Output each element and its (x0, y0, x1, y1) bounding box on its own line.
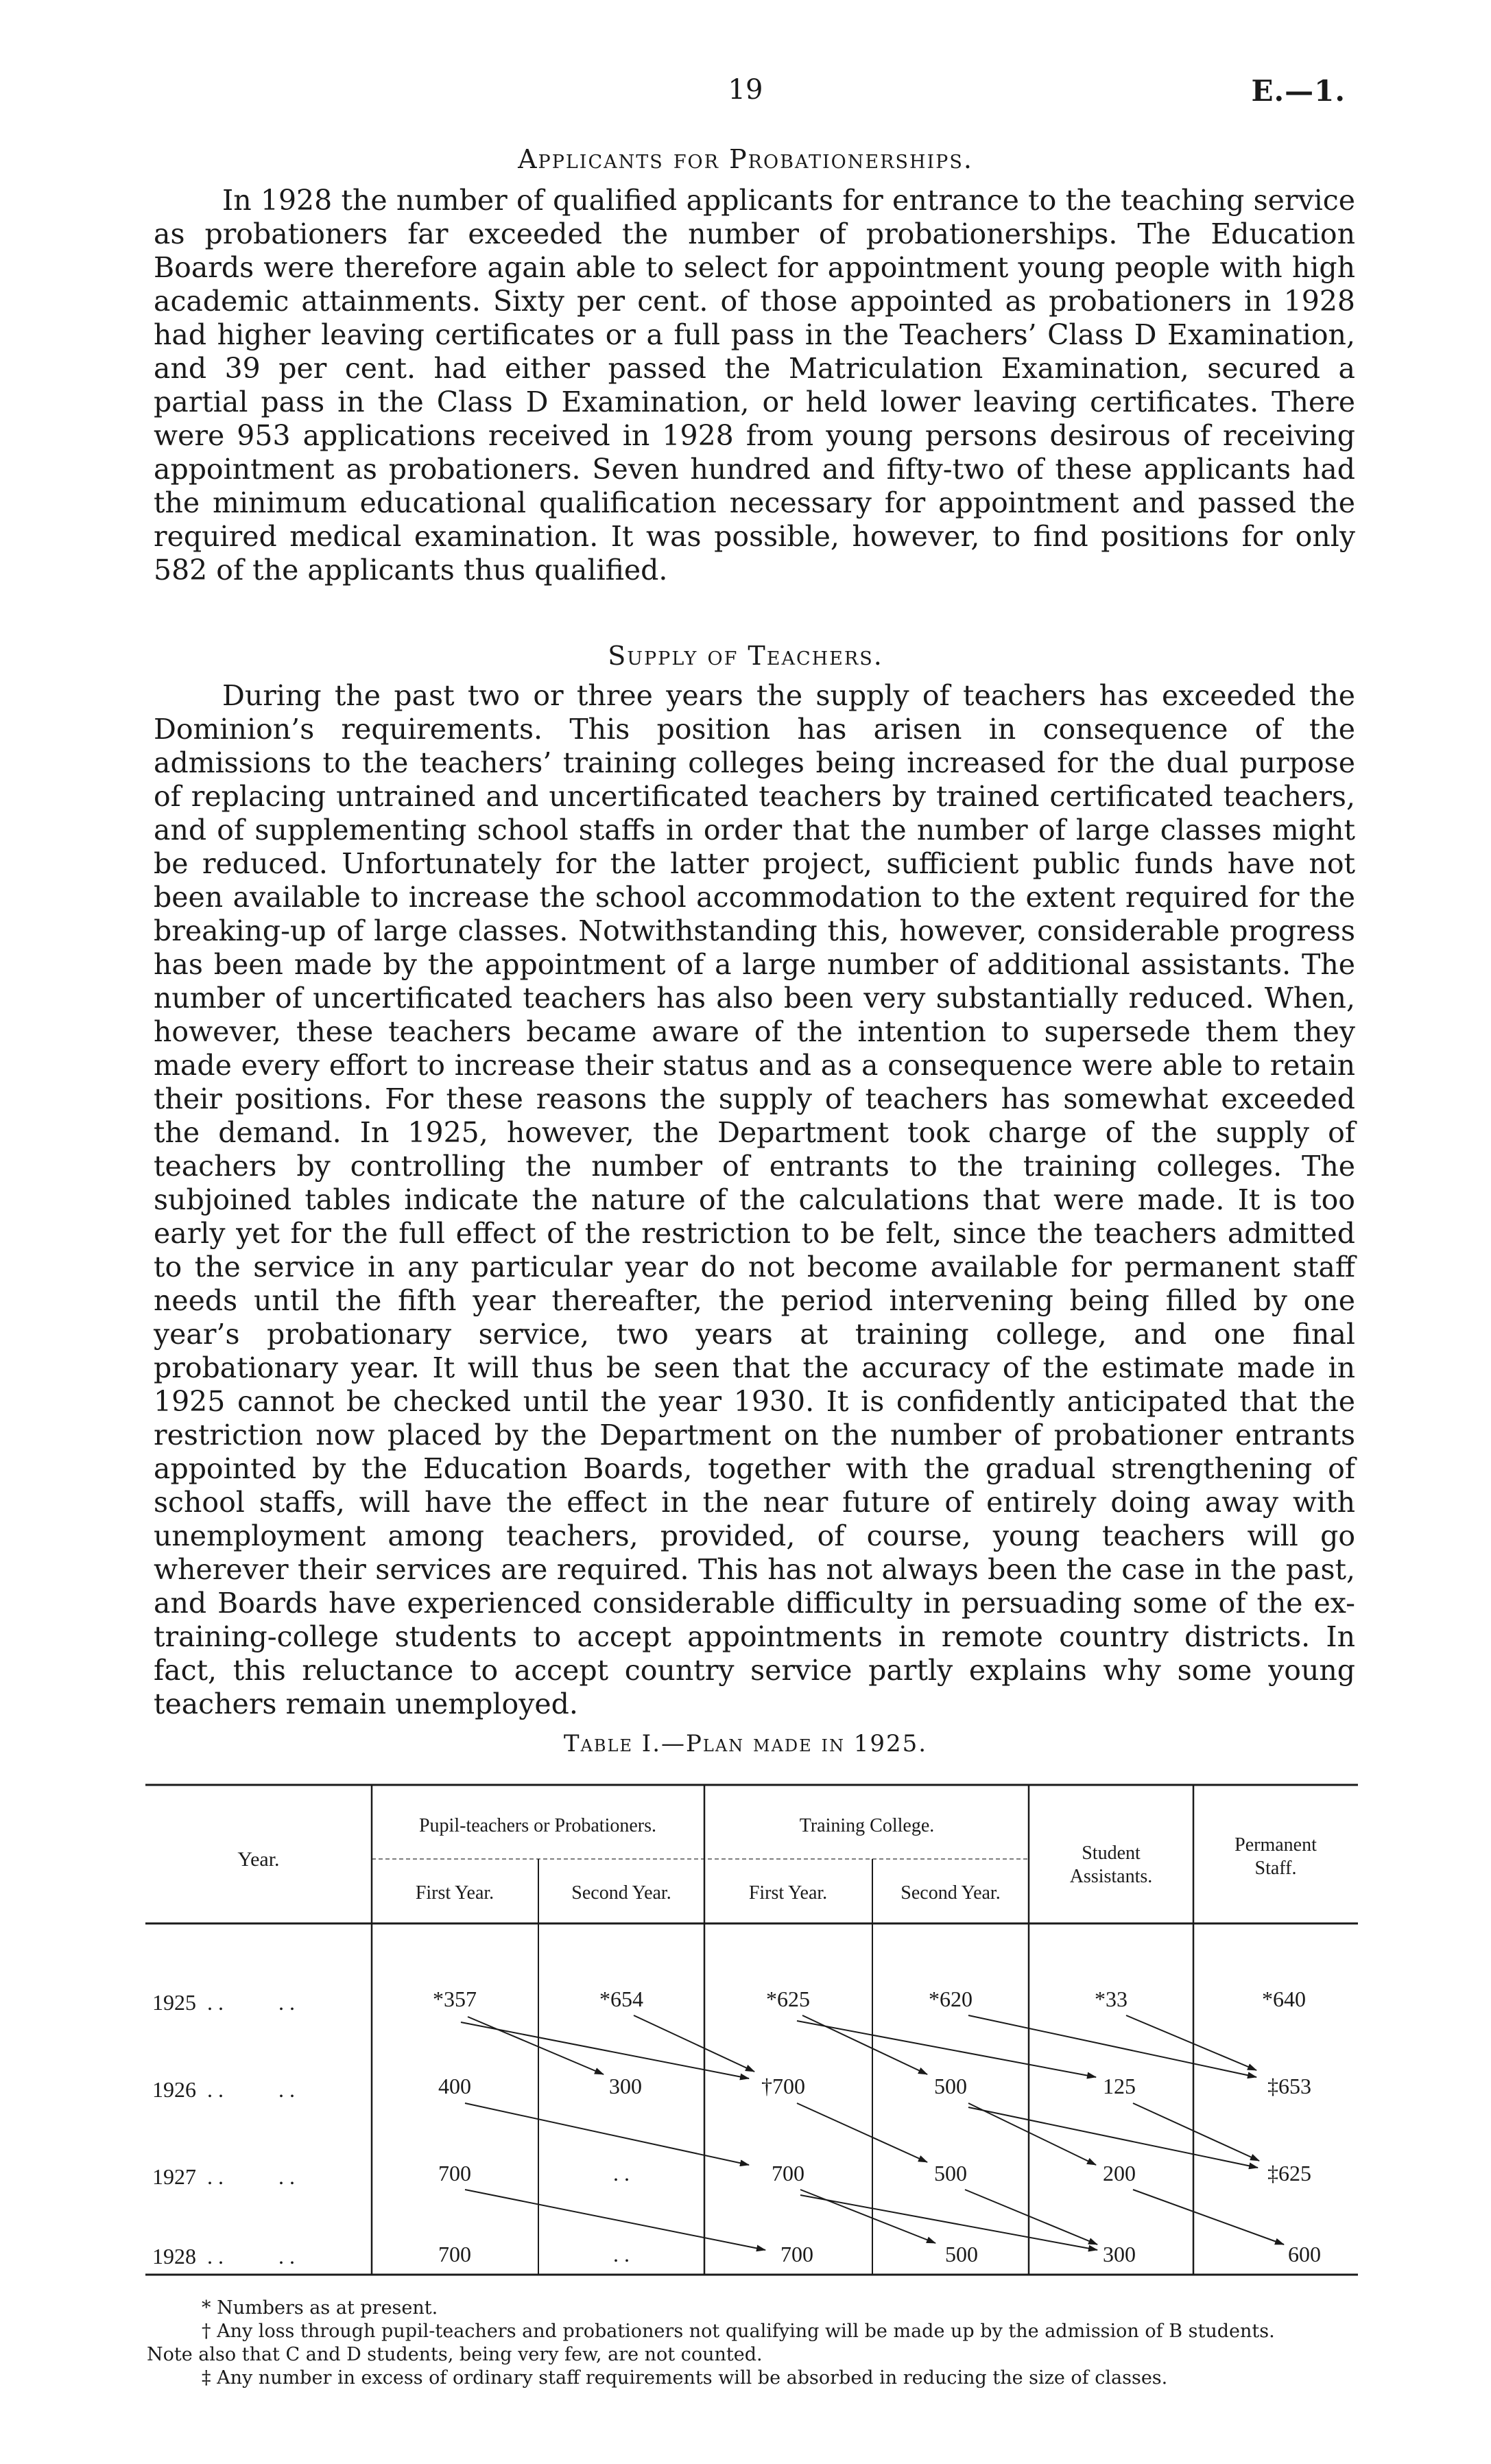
cell-training-second: 500 (945, 2242, 978, 2266)
cell-training-first: *625 (766, 1987, 810, 2011)
cell-training-first: 700 (772, 2161, 804, 2185)
header-pupil-second: Second Year. (571, 1882, 671, 1904)
cell-permanent-staff: *640 (1262, 1987, 1306, 2011)
cell-training-second: 500 (934, 2161, 967, 2185)
page-number: 19 (728, 74, 763, 106)
row-leader-dots: . . . . (207, 1990, 295, 2015)
row-leader-dots: . . . . (207, 2077, 295, 2102)
header-training-group: Training College. (799, 1815, 935, 1836)
plan-table (145, 1784, 1358, 2277)
arrow-625-to-500 (802, 2015, 927, 2074)
section-heading-applicants: Applicants for Probationerships. (518, 144, 973, 174)
cell-pupil-first: 700 (438, 2161, 471, 2185)
cell-pupil-second: 300 (609, 2074, 642, 2098)
arrow-654-to-700 (634, 2015, 754, 2072)
header-student-assistants: Student Assistants. (1069, 1843, 1153, 1887)
cell-student-assistants: 300 (1103, 2242, 1136, 2266)
row-leader-dots: . . . . (207, 2164, 295, 2189)
row-year: 1928 (152, 2244, 196, 2268)
arrow-33-to-653 (1126, 2015, 1256, 2070)
row-year: 1926 (152, 2077, 196, 2102)
footnote-double-dagger: ‡ Any number in excess of ordinary staff requirements will be absorbed in reducing the size of classes. (202, 2367, 1168, 2389)
cell-training-first: †700 (761, 2074, 805, 2098)
row-leader-dots: . . . . (207, 2244, 295, 2268)
header-pupil-first: First Year. (415, 1882, 494, 1904)
paragraph-applicants: In 1928 the number of qualified applicants for entrance to the teaching service as probationers far exceeded the number of probationerships. The Education Boards were therefore again able to select for appointment young people with high academic attainments. Sixty per cent. of those appointed as probationers in 1928 had higher leaving certificates or a full pass in the Teachers’ Class D Examination, and 39 per cent. had either passed the Matriculation Examination, secured a partial pass in the Class D Examination, or held lower leaving certificates. There were 953 applications received in 1928 from young persons desirous of receiving appointment as probationers. Seven hundred and fifty-two of these applicants had the minimum educational qualification necessary for appointment and passed the required medical examination. It was possible, however, to find positions for only 582 of the applicants thus qualified. (154, 184, 1355, 587)
arrow-500-to-625 (968, 2107, 1258, 2168)
cell-pupil-second: . . (613, 2161, 630, 2185)
arrow-620-to-653 (968, 2015, 1256, 2077)
cell-permanent-staff: ‡653 (1267, 2074, 1311, 2098)
report-code: E.—1. (1251, 74, 1346, 108)
header-training-second: Second Year. (900, 1882, 1001, 1904)
cell-student-assistants: 200 (1103, 2161, 1136, 2185)
cell-training-first: 700 (780, 2242, 813, 2266)
arrow-125-to-625 (1133, 2103, 1259, 2161)
footnote-dagger: † Any loss through pupil-teachers and probationers not qualifying will be made up by the admission of B students. (202, 2321, 1275, 2342)
arrow-700-to-500 (797, 2103, 927, 2162)
cell-pupil-first: 400 (438, 2074, 471, 2098)
row-year: 1927 (152, 2164, 196, 2189)
table-title: Table I.—Plan made in 1925. (563, 1730, 928, 1757)
cell-pupil-first: 700 (438, 2242, 471, 2266)
arrow-700-to-700 (465, 2190, 765, 2250)
cell-pupil-second: *654 (599, 1987, 643, 2011)
header-permanent-staff: Permanent Staff. (1234, 1834, 1317, 1879)
cell-pupil-first: *357 (433, 1987, 477, 2011)
cell-training-second: *620 (929, 1987, 973, 2011)
cell-permanent-staff: ‡625 (1267, 2161, 1311, 2185)
table-row-1926 (152, 2074, 1311, 2102)
footnote-dagger-cont: Note also that C and D students, being very few, are not counted. (147, 2344, 763, 2365)
header-year: Year. (237, 1848, 280, 1871)
cell-permanent-staff: 600 (1288, 2242, 1321, 2266)
arrow-500-to-200 (968, 2103, 1096, 2165)
table-row-1925 (152, 1987, 1306, 2015)
cell-pupil-second: . . (613, 2242, 630, 2266)
arrow-357-to-700 (461, 2022, 749, 2078)
arrow-200-to-600 (1133, 2190, 1284, 2244)
table-row-1927 (152, 2161, 1311, 2189)
footnote-asterisk: * Numbers as at present. (202, 2297, 438, 2319)
arrow-400-to-700 (465, 2103, 749, 2165)
arrow-625-to-125 (797, 2021, 1096, 2077)
table-footnotes (147, 2297, 1354, 2390)
arrow-500-to-300 (965, 2190, 1097, 2244)
row-year: 1925 (152, 1990, 196, 2015)
cell-training-second: 500 (934, 2074, 967, 2098)
cell-student-assistants: 125 (1103, 2074, 1136, 2098)
cell-student-assistants: *33 (1095, 1987, 1128, 2011)
section-heading-supply: Supply of Teachers. (608, 641, 883, 671)
paragraph-supply: During the past two or three years the supply of teachers has exceeded the Dominion’s requirements. This position has arisen in consequence of the admissions to the teachers’ training colleges being increased for the dual purpose of replacing untrained and uncertificated teachers by trained certificated teachers, and of supplementing school staffs in order that the number of large classes might be reduced. Unfortunately for the latter project, sufficient public funds have not been available to increase the school accommodation to the extent required for the breaking-up of large classes. Notwithstanding this, however, considerable progress has been made by the appointment of a large number of additional assistants. The number of uncertificated teachers has also been very substantially reduced. When, however, these teachers became aware of the intention to supersede them they made every effort to increase their status and as a consequence were able to retain their positions. For these reasons the supply of teachers has somewhat exceeded the demand. In 1925, however, the Department took charge of the supply of teachers by controlling the number of entrants to the training colleges. The subjoined tables indicate the nature of the calculations that were made. It is too early yet for the full effect of the restriction to be felt, since the teachers admitted to the service in any particular year do not become available for permanent staff needs until the fifth year thereafter, the period intervening being filled by one year’s probationary service, two years at training college, and one final probationary year. It will thus be seen that the accuracy of the estimate made in 1925 cannot be checked until the year 1930. It is confidently anticipated that the restriction now placed by the Department on the number of probationer entrants appointed by the Education Boards, together with the gradual strengthening of school staffs, will have the effect in the near future of entirely doing away with unemployment among teachers, provided, of course, young teachers will go wherever their services are required. This has not always been the case in the past, and Boards have experienced considerable difficulty in persuading some of the ex-training-college students to accept appointments in remote country districts. In fact, this reluctance to accept country service partly explains why some young teachers remain unemployed. (154, 679, 1355, 1720)
header-training-first: First Year. (748, 1882, 828, 1904)
header-pupil-group: Pupil-teachers or Probationers. (418, 1815, 657, 1836)
table-row-1928 (152, 2242, 1321, 2268)
